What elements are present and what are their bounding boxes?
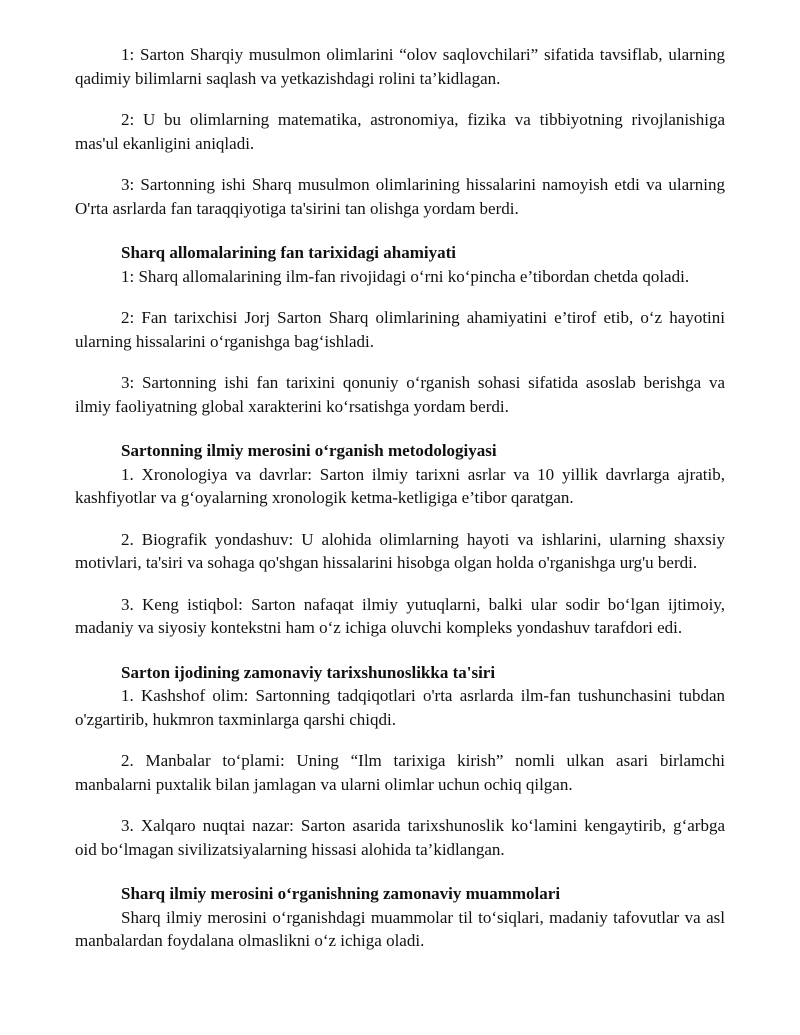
intro-paragraph-1: 1: Sarton Sharqiy musulmon olimlarini “olov saqlovchilari” sifatida tavsiflab, ularning qadimiy bilimlarni saqlash va yetkazishdagi rolini ta’kidlagan. <box>75 45 725 88</box>
section-4-paragraph-1: Sharq ilmiy merosini o‘rganishdagi muammolar til to‘siqlari, madaniy tafovutlar va asl manbalardan foydalana olmaslikni o‘z ichiga oladi. <box>75 907 725 950</box>
section-2-paragraph-3: 3. Keng istiqbol: Sarton nafaqat ilmiy yutuqlarni, balki ular sodir bo‘lgan ijtimoiy, madaniy va siyosiy kontekstni ham o‘z ichiga oluvchi kompleks yondashuv tarafdori edi. <box>75 594 725 637</box>
section-3-paragraph-2: 2. Manbalar to‘plami: Uning “Ilm tarixiga kirish” nomli ulkan asari birlamchi manbalarni puxtalik bilan jamlagan va ularni olimlar uchun ochiq qilgan. <box>75 751 725 794</box>
section-2-paragraph-1: 1. Xronologiya va davrlar: Sarton ilmiy tarixni asrlar va 10 yillik davrlarga ajratib, kashfiyotlar va g‘oyalarning xronologik ketma-ketligiga e’tibor qaratgan. <box>75 464 725 507</box>
section-1-paragraph-1: 1: Sharq allomalarining ilm-fan rivojidagi o‘rni ko‘pincha e’tibordan chetda qoladi. <box>121 266 690 286</box>
section-3-paragraph-3: 3. Xalqaro nuqtai nazar: Sarton asarida tarixshunoslik ko‘lamini kengaytirib, g‘arbga oid bo‘lmagan sivilizatsiyalarning hissasi alohida ta’kidlangan. <box>75 816 725 859</box>
intro-paragraph-3: 3: Sartonning ishi Sharq musulmon olimlarining hissalarini namoyish etdi va ularning O'rta asrlarda fan taraqqiyotiga ta'sirini tan olishga yordam berdi. <box>75 175 725 218</box>
section-3-paragraph-1: 1. Kashshof olim: Sartonning tadqiqotlari o'rta asrlarda ilm-fan tushunchasini tubdan o'zgartirib, hukmron taxminlarga qarshi chiqdi. <box>75 686 725 729</box>
section-1-heading: Sharq allomalarining fan tarixidagi ahamiyati <box>121 243 457 262</box>
section-1-paragraph-2: 2: Fan tarixchisi Jorj Sarton Sharq olimlarining ahamiyatini e’tirof etib, o‘z hayotini ularning hissalarini o‘rganishga bag‘ishladi. <box>75 308 725 351</box>
intro-paragraph-2: 2: U bu olimlarning matematika, astronomiya, fizika va tibbiyotning rivojlanishiga mas'ul ekanligini aniqladi. <box>75 110 725 153</box>
section-2-heading: Sartonning ilmiy merosini o‘rganish metodologiyasi <box>121 441 497 460</box>
section-2-paragraph-2: 2. Biografik yondashuv: U alohida olimlarning hayoti va ishlarini, ularning shaxsiy motivlari, ta'siri va sohaga qo'shgan hissalarini hisobga olgan holda o'rganishga urg'u berdi. <box>75 529 725 572</box>
section-1-paragraph-3: 3: Sartonning ishi fan tarixini qonuniy o‘rganish sohasi sifatida asoslab berishga va ilmiy faoliyatning global xarakterini ko‘rsatishga yordam berdi. <box>75 373 725 416</box>
section-4-heading: Sharq ilmiy merosini o‘rganishning zamonaviy muammolari <box>121 884 561 903</box>
section-3-heading: Sarton ijodining zamonaviy tarixshunoslikka ta'siri <box>121 662 496 682</box>
